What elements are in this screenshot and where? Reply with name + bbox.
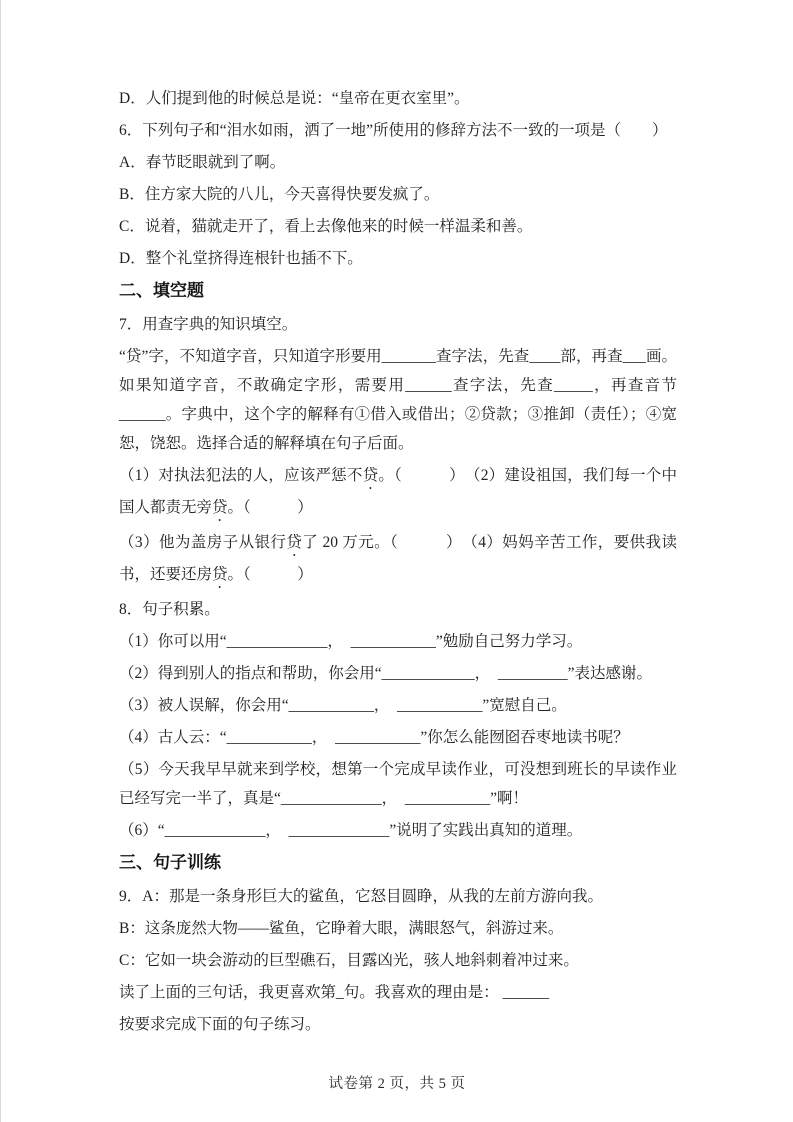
q9-instruction: 按要求完成下面的句子练习。: [119, 1016, 321, 1033]
q8-item-1: （1）你可以用“_____________， ___________”勉励自己努力学习。: [119, 633, 583, 650]
exam-content: [119, 84, 677, 1042]
q7-s34-emphasized-char-1: 贷: [286, 534, 303, 551]
q8-stem: 8．句子积累。: [119, 601, 220, 618]
q8-item-2: （2）得到别人的指点和帮助，你会用“____________， _________”表达感谢。: [119, 665, 653, 682]
q7-s34-emphasized-char-2: 贷: [212, 566, 228, 583]
q6-stem: 6．下列句子和“泪水如雨，洒了一地”所使用的修辞方法不一致的一项是（ ）: [119, 122, 668, 139]
q7-s34-text-pre: （3）他为盖房子从银行: [119, 534, 287, 551]
q8-item-4: （4）古人云：“___________， ___________”你怎么能囫囵吞枣地读书呢？: [119, 729, 629, 746]
q9-sentence-c: C：它如一块会游动的巨型礁石，目露凶光，骇人地斜刺着冲过来。: [119, 952, 579, 969]
q7-sentences-1-2: [119, 461, 677, 525]
q5-option-d: D．人们提到他的时候总是说：“皇帝在更衣室里”。: [119, 90, 470, 107]
q7-s12-emphasized-char-2: 贷: [212, 499, 228, 516]
q7-s12-text-mid: 。（ ） （2）建设祖国，我们每一个中国人都责无旁: [119, 467, 677, 516]
q7-body: “贷”字，不知道字音，只知道字形要用_______查字法，先查____部，再查___画。如果知道字音，不敢确定字形，需要用______查字法，先查_____，再查音节______。字典中，这个字的解释有①借入或借出；②贷款；③推卸（责任）；④宽恕，饶恕。选择合适的解释填在句子后面。: [119, 348, 677, 452]
q9-sentence-a: 9．A：那是一条身形巨大的鲨鱼，它怒目圆睁，从我的左前方游向我。: [119, 888, 603, 905]
q7-s12-text-pre: （1）对执法犯法的人，应该严惩不: [119, 467, 363, 484]
q6-option-d: D．整个礼堂挤得连根针也插不下。: [119, 250, 363, 267]
q7-s34-text-post: 。（ ）: [227, 566, 313, 583]
q8-item-5: （5）今天我早早就来到学校，想第一个完成早读作业，可没想到班长的早读作业已经写完一半了，真是“_____________， ___________”啊！: [119, 761, 677, 807]
q7-stem: 7．用查字典的知识填空。: [119, 316, 298, 333]
q8-item-6: （6）“_____________， _____________”说明了实践出真知的道理。: [119, 822, 583, 839]
q7-s12-emphasized-char-1: 贷: [362, 467, 379, 484]
q9-sentence-b: B：这条庞然大物——鲨鱼，它睁着大眼，满眼怒气，斜游过来。: [119, 920, 564, 937]
q9-choice-line: 读了上面的三句话，我更喜欢第_句。我喜欢的理由是： ______: [119, 984, 550, 1001]
q6-option-a: A．春节眨眼就到了啊。: [119, 154, 286, 171]
q6-option-b: B．住方家大院的八儿，今天喜得快要发疯了。: [119, 186, 440, 203]
q6-option-c: C．说着，猫就走开了，看上去像他来的时候一样温柔和善。: [119, 218, 533, 235]
q7-sentences-3-4: [119, 528, 677, 592]
section-3-heading: 三、句子训练: [119, 853, 221, 872]
page-footer: 试卷第 2 页，共 5 页: [328, 1076, 466, 1092]
section-2-heading: 二、填空题: [119, 281, 204, 300]
q7-s34-text-mid: 了 20 万元。（ ） （4）妈妈辛苦工作，要供我读书，还要还房: [119, 534, 677, 583]
q8-item-3: （3）被人误解，你会用“___________， ___________”宽慰自己。: [119, 697, 567, 714]
q7-s12-text-post: 。（ ）: [227, 499, 313, 516]
